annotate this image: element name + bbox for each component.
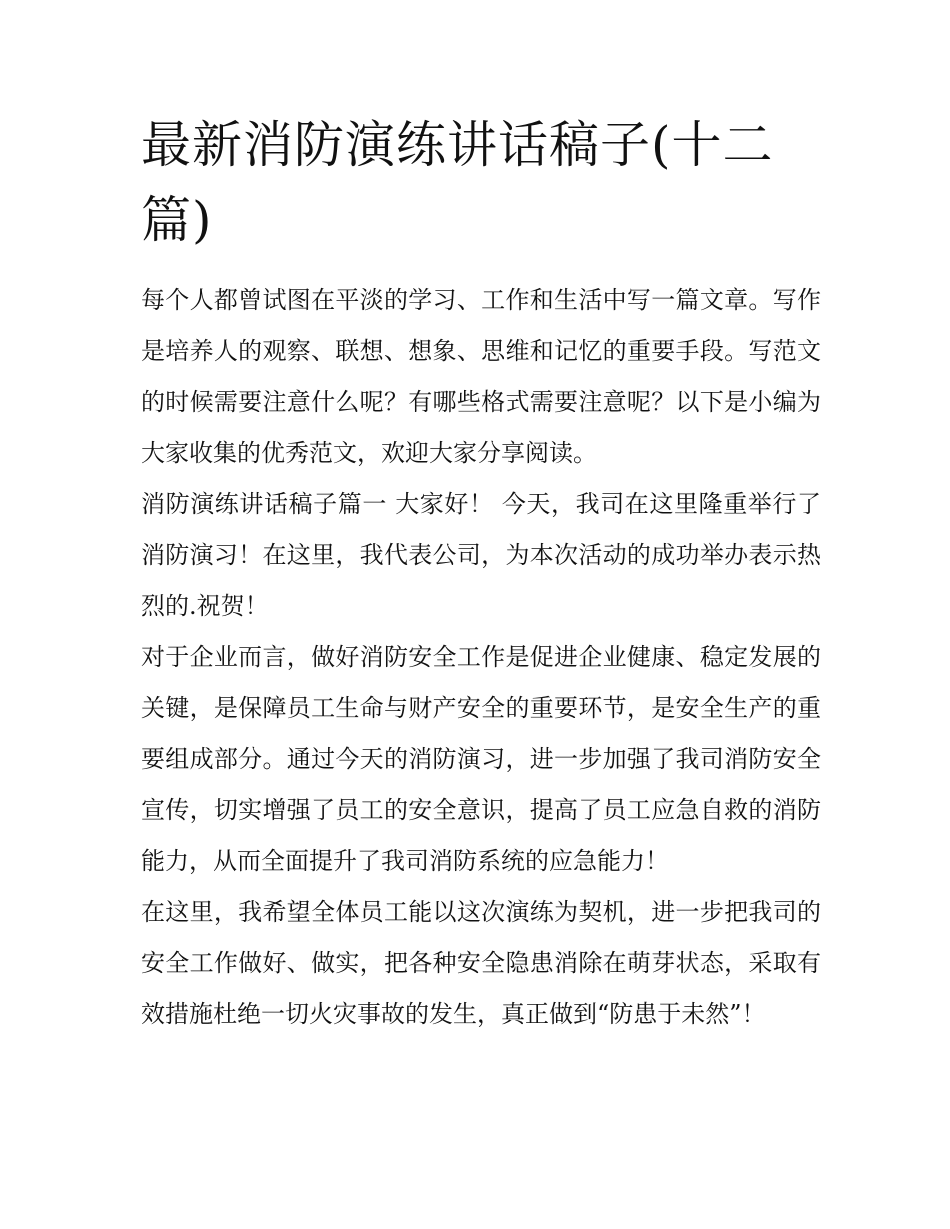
closing-hope-paragraph: 在这里，我希望全体员工能以这次演练为契机，进一步把我司的安全工作做好、做实，把各种安全隐患消除在萌芽状态，采取有效措施杜绝一切火灾事故的发生，真正做到“防患于未然”！ [141, 898, 821, 1028]
speech-opening-paragraph: 消防演练讲话稿子篇一 大家好！ 今天，我司在这里隆重举行了消防演习！在这里，我代表公司，为本次活动的成功举办表示热烈的.祝贺！ [141, 490, 821, 620]
fire-safety-importance-paragraph: 对于企业而言，做好消防安全工作是促进企业健康、稳定发展的关键，是保障员工生命与财产安全的重要环节，是安全生产的重要组成部分。通过今天的消防演习，进一步加强了我司消防安全宣传，切实增强了员工的安全意识，提高了员工应急自救的消防能力，从而全面提升了我司消防系统的应急能力！ [141, 643, 821, 875]
document-title: 最新消防演练讲话稿子(十二篇) [141, 116, 774, 249]
document-body [141, 275, 821, 1040]
intro-paragraph: 每个人都曾试图在平淡的学习、工作和生活中写一篇文章。写作是培养人的观察、联想、想象、思维和记忆的重要手段。写范文的时候需要注意什么呢？有哪些格式需要注意呢？以下是小编为大家收集的优秀范文，欢迎大家分享阅读。 [141, 286, 821, 467]
